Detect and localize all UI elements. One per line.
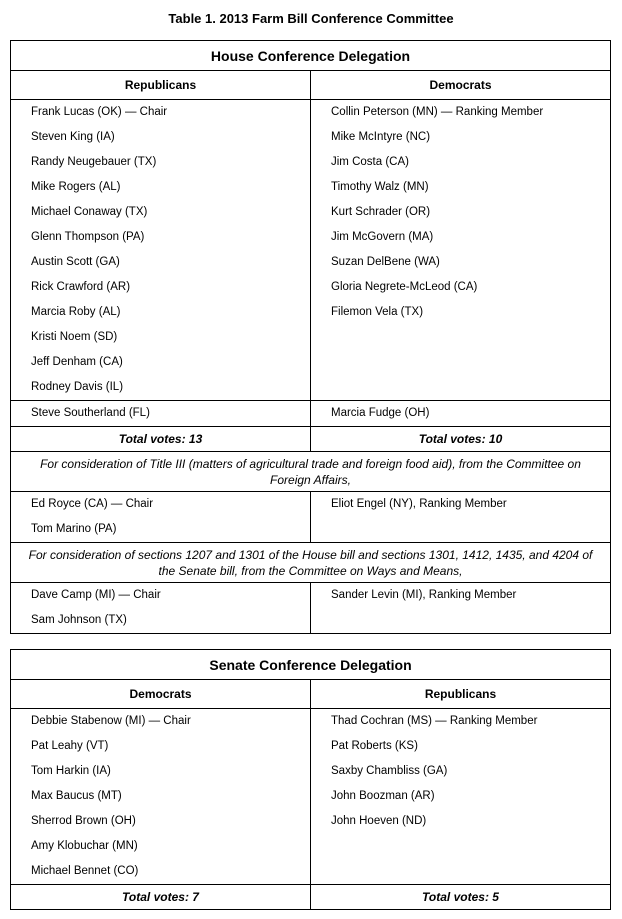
ways-means-note: For consideration of sections 1207 and 1301 of the House bill and sections 1301, 1412, 1435, and 4204 of the Senate bill, from the Committee on Ways and Means,	[11, 543, 611, 583]
member-name: Tom Harkin (IA)	[31, 765, 111, 777]
member-name: Glenn Thompson (PA)	[31, 231, 145, 243]
member-name: Pat Roberts (KS)	[331, 740, 418, 752]
ways-means-democrats	[311, 583, 611, 634]
member-name: Gloria Negrete-McLeod (CA)	[331, 281, 478, 293]
house-main-republicans	[11, 100, 311, 401]
house-total-republicans: Total votes: 13	[11, 427, 311, 452]
house-main-democrats	[311, 100, 611, 401]
member-name: Collin Peterson (MN) — Ranking Member	[331, 106, 544, 118]
senate-total-democrats: Total votes: 7	[11, 885, 311, 910]
member-name: Max Baucus (MT)	[31, 790, 122, 802]
senate-header: Senate Conference Delegation	[11, 650, 611, 680]
house-delegation-table	[10, 40, 611, 634]
member-name: John Hoeven (ND)	[331, 815, 427, 827]
table-title: Table 1. 2013 Farm Bill Conference Committee	[168, 11, 454, 26]
foreign-affairs-note: For consideration of Title III (matters of agricultural trade and foreign food aid), from the Committee on Foreign Affairs,	[11, 452, 611, 492]
foreign-affairs-republicans	[11, 492, 311, 543]
member-name: Randy Neugebauer (TX)	[31, 156, 157, 168]
member-name: Michael Bennet (CO)	[31, 865, 139, 877]
member-name: John Boozman (AR)	[331, 790, 435, 802]
house-extra-republican	[11, 401, 311, 427]
member-name: Suzan DelBene (WA)	[331, 256, 440, 268]
member-name: Eliot Engel (NY), Ranking Member	[331, 498, 507, 510]
member-name: Jim Costa (CA)	[331, 156, 409, 168]
member-name: Pat Leahy (VT)	[31, 740, 109, 752]
member-name: Thad Cochran (MS) — Ranking Member	[331, 715, 538, 727]
member-name: Sherrod Brown (OH)	[31, 815, 136, 827]
member-name: Tom Marino (PA)	[31, 523, 117, 535]
member-name: Jim McGovern (MA)	[331, 231, 434, 243]
member-name: Kurt Schrader (OR)	[331, 206, 431, 218]
member-name: Mike Rogers (AL)	[31, 181, 121, 193]
member-name: Dave Camp (MI) — Chair	[31, 589, 161, 601]
house-col-republicans: Republicans	[11, 71, 311, 100]
member-name: Ed Royce (CA) — Chair	[31, 498, 154, 510]
member-name: Debbie Stabenow (MI) — Chair	[31, 715, 191, 727]
senate-delegation-table	[10, 649, 611, 910]
house-extra-democrat	[311, 401, 611, 427]
member-name: Steve Southerland (FL)	[31, 407, 150, 419]
senate-total-republicans: Total votes: 5	[311, 885, 611, 910]
ways-means-republicans	[11, 583, 311, 634]
senate-col-republicans: Republicans	[311, 680, 611, 709]
member-name: Sam Johnson (TX)	[31, 614, 127, 626]
member-name: Michael Conaway (TX)	[31, 206, 148, 218]
senate-republicans	[311, 709, 611, 885]
member-name: Saxby Chambliss (GA)	[331, 765, 448, 777]
member-name: Timothy Walz (MN)	[331, 181, 429, 193]
member-name: Jeff Denham (CA)	[31, 356, 123, 368]
house-header: House Conference Delegation	[11, 41, 611, 71]
member-name: Amy Klobuchar (MN)	[31, 840, 138, 852]
member-name: Marcia Fudge (OH)	[331, 407, 430, 419]
member-name: Filemon Vela (TX)	[331, 306, 424, 318]
member-name: Mike McIntyre (NC)	[331, 131, 431, 143]
member-name: Marcia Roby (AL)	[31, 306, 121, 318]
member-name: Rick Crawford (AR)	[31, 281, 131, 293]
member-name: Kristi Noem (SD)	[31, 331, 118, 343]
senate-col-democrats: Democrats	[11, 680, 311, 709]
member-name: Frank Lucas (OK) — Chair	[31, 106, 168, 118]
house-col-democrats: Democrats	[311, 71, 611, 100]
member-name: Austin Scott (GA)	[31, 256, 120, 268]
foreign-affairs-democrats	[311, 492, 611, 543]
member-name: Rodney Davis (IL)	[31, 381, 124, 393]
member-name: Sander Levin (MI), Ranking Member	[331, 589, 517, 601]
house-total-democrats: Total votes: 10	[311, 427, 611, 452]
member-name: Steven King (IA)	[31, 131, 115, 143]
senate-democrats	[11, 709, 311, 885]
